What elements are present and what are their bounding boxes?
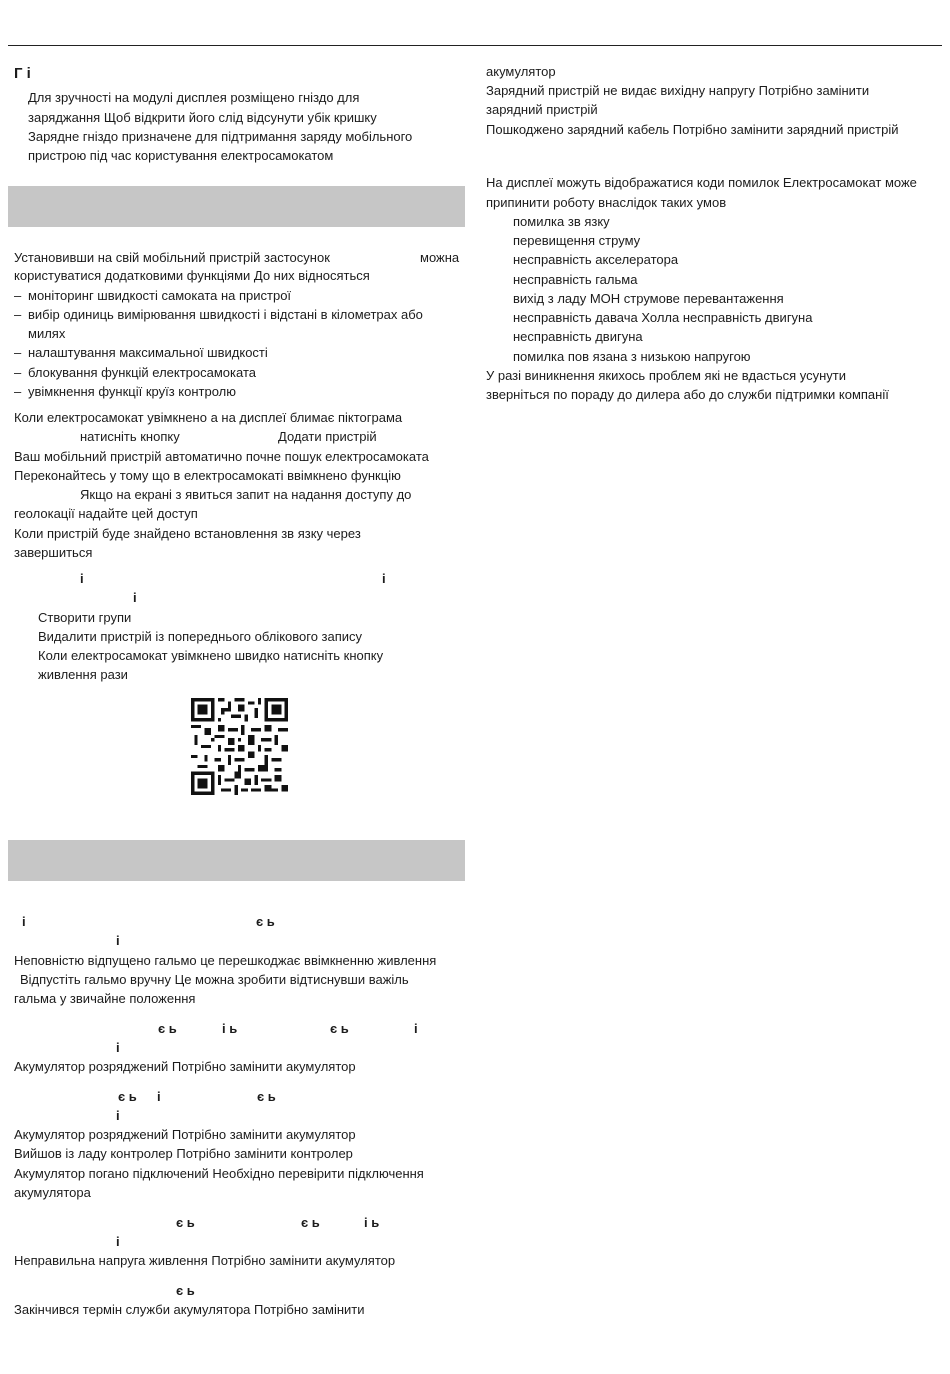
bold-fragment: є ь: [118, 1089, 137, 1104]
codes-intro: На дисплеї можуть відображатися коди помилок Електросамокат може: [486, 175, 917, 190]
error-text: Пошкоджено зарядний кабель Потрібно замінити зарядний пристрій: [486, 122, 899, 137]
pairing-line: завершиться: [14, 545, 93, 560]
error-text: Зарядний пристрій не видає вихідну напругу Потрібно замінити: [486, 83, 870, 98]
reset-step: живлення рази: [38, 667, 128, 682]
bold-fragment: і: [116, 1108, 120, 1123]
error-text: акумулятора: [14, 1185, 91, 1200]
bold-fragment: є ь: [330, 1021, 349, 1036]
outro-line: У разі виникнення якихось проблем які не вдасться усунути: [486, 368, 846, 383]
section-band: [8, 840, 465, 881]
error-text: Неправильна напруга живлення Потрібно замінити акумулятор: [14, 1253, 396, 1268]
bold-fragment: і: [116, 933, 120, 948]
error-code-item: несправність гальма: [513, 272, 638, 287]
feature-item: блокування функцій електросамоката: [28, 365, 256, 380]
feature-item: милях: [28, 326, 66, 341]
app-line: можна: [420, 250, 460, 265]
error-text: акумулятор: [486, 64, 556, 79]
error-text: гальма у звичайне положення: [14, 991, 196, 1006]
pairing-line: натисніть кнопку: [80, 429, 180, 444]
outro-line: зверніться по пораду до дилера або до служби підтримки компанії: [486, 387, 889, 402]
error-text: Закінчився термін служби акумулятора Потрібно замінити: [14, 1302, 365, 1317]
bold-fragment: і: [116, 1040, 120, 1055]
pairing-line: геолокації надайте цей доступ: [14, 506, 198, 521]
error-text: Відпустіть гальмо вручну Це можна зробити відтиснувши важіль: [20, 972, 409, 987]
top-rule: [8, 45, 942, 46]
feature-item: увімкнення функції круїз контролю: [28, 384, 236, 399]
error-code-item: несправність акселератора: [513, 252, 679, 267]
error-code-item: перевищення струму: [513, 233, 641, 248]
error-text: зарядний пристрій: [486, 102, 598, 117]
error-text: Вийшов із ладу контролер Потрібно замінити контролер: [14, 1146, 353, 1161]
section-band: [8, 186, 465, 227]
bold-fragment: і: [414, 1021, 418, 1036]
bold-fragment: і: [116, 1234, 120, 1249]
bold-fragment: є ь: [176, 1215, 195, 1230]
error-code-item: несправність двигуна: [513, 329, 643, 344]
feature-item: моніторинг швидкості самоката на пристрої: [28, 288, 292, 303]
error-text: Акумулятор погано підключений Необхідно перевірити підключення: [14, 1166, 424, 1181]
bold-fragment: є ь: [301, 1215, 320, 1230]
app-line: користуватися додатковими функціями До них відносяться: [14, 268, 370, 283]
bold-fragment: і: [22, 914, 26, 929]
bullet: –: [14, 345, 22, 360]
reset-step: Видалити пристрій із попереднього облікового запису: [38, 629, 363, 644]
codes-intro: припинити роботу внаслідок таких умов: [486, 195, 727, 210]
bold-fragment: і: [80, 571, 84, 586]
pairing-line: Ваш мобільний пристрій автоматично почне пошук електросамоката: [14, 449, 429, 464]
error-text: Акумулятор розряджений Потрібно замінити акумулятор: [14, 1059, 356, 1074]
qr-code-icon: [191, 698, 288, 795]
error-code-item: помилка зв язку: [513, 214, 610, 229]
bold-fragment: і: [382, 571, 386, 586]
bold-fragment: є ь: [257, 1089, 276, 1104]
intro-line: Зарядне гніздо призначене для підтримання заряду мобільного: [28, 129, 413, 144]
error-code-item: несправність давача Холла несправність двигуна: [513, 310, 813, 325]
bold-fragment: є ь: [158, 1021, 177, 1036]
feature-item: налаштування максимальної швидкості: [28, 345, 268, 360]
bold-fragment: і ь: [222, 1021, 238, 1036]
pairing-line: Коли пристрій буде знайдено встановлення зв язку через: [14, 526, 361, 541]
bold-fragment: є ь: [176, 1283, 195, 1298]
intro-line: пристрою під час користування електросамокатом: [28, 148, 334, 163]
intro-line: Для зручності на модулі дисплея розміщено гніздо для: [28, 90, 360, 105]
reset-step: Коли електросамокат увімкнено швидко натисніть кнопку: [38, 648, 384, 663]
bold-fragment: і ь: [364, 1215, 380, 1230]
pairing-line: Коли електросамокат увімкнено а на дисплеї блимає піктограма: [14, 410, 403, 425]
pairing-line: Переконайтесь у тому що в електросамокаті ввімкнено функцію: [14, 468, 401, 483]
bullet: –: [14, 288, 22, 303]
intro-line: заряджання Щоб відкрити його слід відсунути убік кришку: [28, 110, 377, 125]
bold-fragment: і: [157, 1089, 161, 1104]
section-heading: Г і: [14, 65, 31, 82]
app-line: Установивши на свій мобільний пристрій застосунок: [14, 250, 330, 265]
feature-item: вибір одиниць вимірювання швидкості і відстані в кілометрах або: [28, 307, 423, 322]
bullet: –: [14, 307, 22, 322]
error-code-item: помилка пов язана з низькою напругою: [513, 349, 751, 364]
pairing-line: Якщо на екрані з явиться запит на надання доступу до: [80, 487, 412, 502]
bold-fragment: і: [133, 590, 137, 605]
error-code-item: вихід з ладу МОН струмове перевантаження: [513, 291, 784, 306]
error-text: Неповністю відпущено гальмо це перешкоджає ввімкненню живлення: [14, 953, 437, 968]
bold-fragment: є ь: [256, 914, 275, 929]
error-text: Акумулятор розряджений Потрібно замінити акумулятор: [14, 1127, 356, 1142]
bullet: –: [14, 365, 22, 380]
bullet: –: [14, 384, 22, 399]
reset-step: Створити групи: [38, 610, 132, 625]
pairing-line: Додати пристрій: [278, 429, 377, 444]
